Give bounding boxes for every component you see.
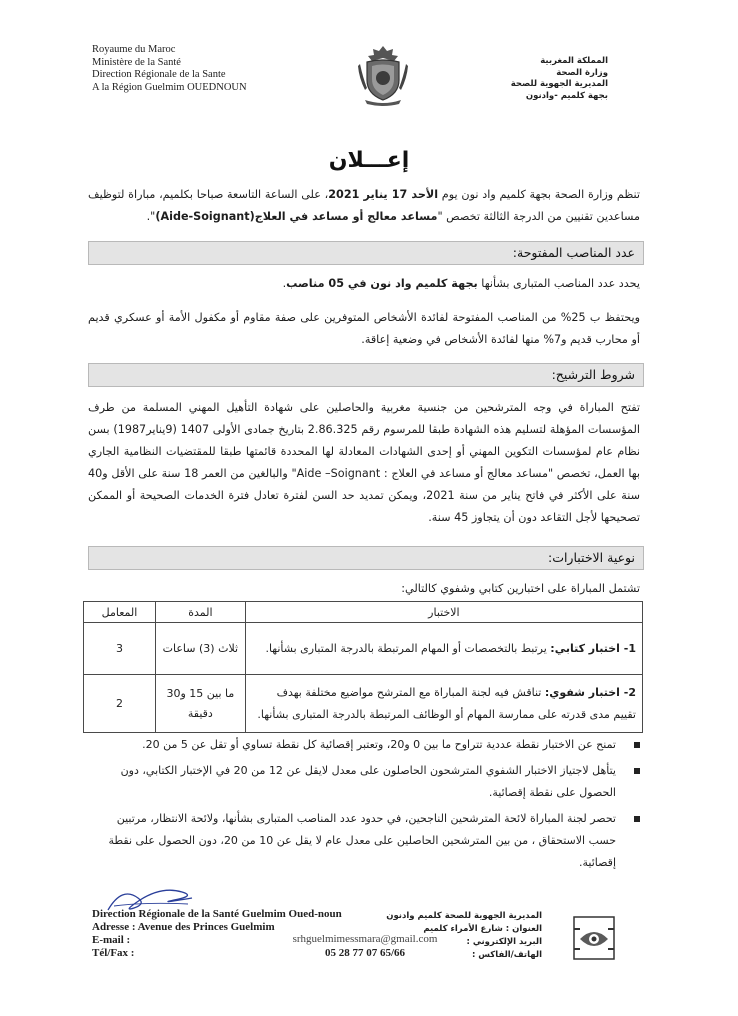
header-exam: الاختبار xyxy=(245,602,642,623)
rule-text: تمنح عن الاختبار نقطة عددية تتراوح ما بين 0 و20، وتعتبر إقصائية كل نقطة تساوي أو تقل عن 5 من 20. xyxy=(142,738,616,751)
footer-direction: Direction Régionale de la Santé Guelmim Oued-noun xyxy=(92,908,342,920)
posts-text: يحدد عدد المناصب المتبارى بشأنها xyxy=(477,277,640,290)
footer-ar-direction: المديرية الجهوية للصحة كلميم وادنون xyxy=(386,911,542,921)
footer-ar-email-label: البريد الإلكتروني : xyxy=(466,937,542,947)
posts-count-paragraph xyxy=(88,273,640,295)
header-fr-line: Ministère de la Santé xyxy=(92,56,181,68)
posts-count: بجهة كلميم واد نون في 05 مناصب xyxy=(286,277,478,290)
intro-text: ". xyxy=(146,210,156,223)
section-conditions-heading: شروط الترشيح: xyxy=(88,363,644,387)
bullet-icon xyxy=(634,816,640,822)
list-item xyxy=(88,808,644,874)
list-item xyxy=(88,760,644,804)
footer-ar-tel-label: الهاتف/الفاكس : xyxy=(471,950,542,960)
health-ministry-logo-icon xyxy=(572,915,616,961)
exam-duration: ما بين 15 و30 دقيقة xyxy=(155,675,245,733)
table-row xyxy=(84,675,643,733)
bullet-icon xyxy=(634,768,640,774)
rule-text: يتأهل لاجتياز الاختبار الشفوي المترشحون الحاصلون على معدل لايقل عن 12 من 20 في الإختبار الكتابي، دون الحصول على نقطة إقصائية. xyxy=(120,764,616,799)
conditions-paragraph: تفتح المباراة في وجه المترشحين من جنسية مغربية والحاصلين على شهادة التأهيل المهني المسلمة من طرف المؤسسات المؤهلة لتسليم هذه الشهادة طبقا للمرسوم رقم 2.86.325 بتاريخ جمادى الأولى 1407 (9يناير1987) بسن نظام عام لمؤسسات التكوين المهني أو إحدى الشهادات المعادلة لها المحددة قائمتها طبقا للمقتضيات النظامية الجاري بها العمل، تخصص "مساعد معالج أو مساعد في العلاج : Aide –Soignant" والبالغين من العمر 18 سنة على الأقل و40 سنة على الأكثر في فاتح يناير من سنة 2021، ويمكن تمديد حد السن لفترة تعادل فترة الخدمات الصحيحة أو الممكن تصحيحها لأجل التقاعد دون أن يتجاوز 45 سنة. xyxy=(88,401,640,524)
section-exams-heading: نوعية الاختبارات: xyxy=(88,546,644,570)
section-posts-heading: عدد المناصب المفتوحة: xyxy=(88,241,644,265)
header-ar-line: بجهة كلميم -وادنون xyxy=(525,90,608,101)
exam-coefficient: 2 xyxy=(84,675,156,733)
exam-desc: تناقش فيه لجنة المباراة مع المترشح مواضيع مختلفة بهدف تقييم مدى قدرته على ممارسة المهام أو الوظائف المرتبطة بالدرجة المتبارى بشأنها. xyxy=(257,685,636,721)
header-fr-line: Direction Régionale de la Sante xyxy=(92,69,226,80)
rules-list xyxy=(88,734,644,874)
table-header-row xyxy=(84,602,643,623)
intro-text: ، على الساعة التاسعة صباحا بكلميم، مباراة لتوظيف مساعدين تقنيين من الدرجة الثالثة تخصص " xyxy=(88,188,640,223)
header-ar-line: المملكة المغربية xyxy=(540,56,608,66)
exam-coefficient: 3 xyxy=(84,623,156,675)
intro-text: تنظم وزارة الصحة بجهة كلميم واد نون يوم xyxy=(438,188,640,201)
bullet-icon xyxy=(634,742,640,748)
exam-desc: يرتبط بالتخصصات أو المهام المرتبطة بالدرجة المتبارى بشأنها. xyxy=(265,641,551,655)
footer-email[interactable]: srhguelmimessmara@gmail.com xyxy=(292,933,438,945)
header-french xyxy=(92,44,247,94)
footer-email-label: E-mail : xyxy=(92,934,131,946)
announcement-title: إعـــلان xyxy=(328,148,410,173)
exam-oral-cell xyxy=(245,675,642,733)
exams-table xyxy=(83,601,643,733)
list-item xyxy=(88,734,644,756)
header-ar-line: وزارة الصحة xyxy=(556,67,608,78)
table-row xyxy=(84,623,643,675)
exam-duration: ثلاث (3) ساعات xyxy=(155,623,245,675)
header-arabic xyxy=(511,56,608,102)
footer-address-label: Adresse : xyxy=(92,921,138,933)
intro-paragraph xyxy=(88,184,640,228)
exam-name: 2- اختبار شفوي: xyxy=(544,685,636,699)
moroccan-coat-of-arms-icon xyxy=(357,44,409,106)
footer-arabic xyxy=(386,910,542,962)
footer-phone: 05 28 77 07 65/66 xyxy=(324,947,406,959)
footer-ar-address: العنوان : شارع الأمراء كلميم xyxy=(423,924,542,934)
footer-address: Avenue des Princes Guelmim xyxy=(137,921,275,933)
posts-reserve-paragraph: ويحتفظ ب 25% من المناصب المفتوحة لفائدة الأشخاص المتوفرين على صفة مقاوم أو مكفول الأمة أو عسكري قديم أو محارب قديم و7% منها لفائدة الأشخاص في وضعية إعاقة. xyxy=(88,311,640,346)
exams-intro: تشتمل المباراة على اختبارين كتابي وشفوي كالتالي: xyxy=(401,582,640,595)
specialty-name: مساعد معالج أو مساعد في العلاج(Aide-Soignant) xyxy=(155,210,438,223)
exam-date: الأحد 17 يناير 2021 xyxy=(328,188,439,201)
header-fr-line: A la Région Guelmim OUEDNOUN xyxy=(92,81,247,93)
footer-tel-label: Tél/Fax : xyxy=(92,947,135,959)
exam-name: 1- اختبار كتابي: xyxy=(550,641,636,655)
header-coefficient: المعامل xyxy=(84,602,156,623)
header-fr-line: Royaume du Maroc xyxy=(92,44,176,55)
rule-text: تحصر لجنة المباراة لائحة المترشحين الناجحين، في حدود عدد المناصب المتبارى بشأنها، ولائحة الانتظار، مرتبين حسب الاستحقاق ، من بين المترشحين الحاصلين على معدل عام لا يقل عن 10 من 20، دون الحصول على نقطة إقصائية. xyxy=(108,812,616,869)
exam-written-cell xyxy=(245,623,642,675)
header-ar-line: المديرية الجهوية للصحة xyxy=(510,79,608,89)
header-duration: المدة xyxy=(155,602,245,623)
posts-text: . xyxy=(282,277,287,290)
